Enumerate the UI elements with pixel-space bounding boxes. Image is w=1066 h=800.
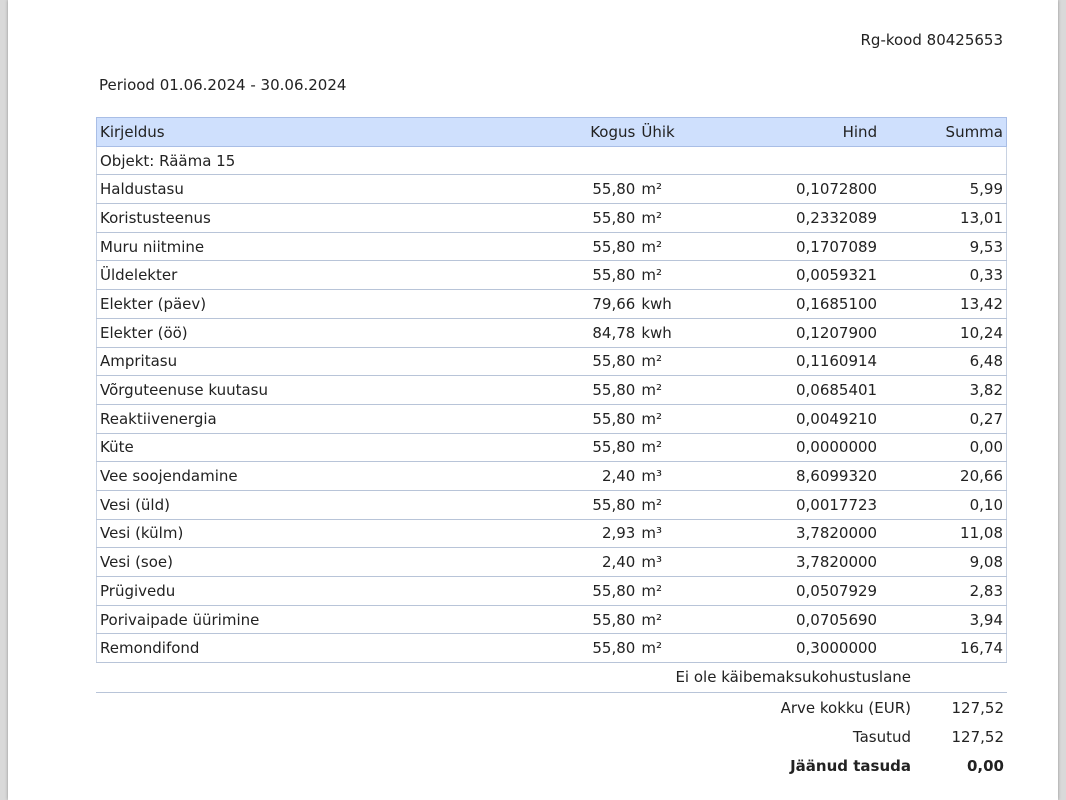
row-quantity: 55,80	[463, 204, 639, 233]
row-unit: m²	[638, 347, 714, 376]
row-description: Ampritasu	[97, 347, 463, 376]
table-row	[97, 519, 1007, 548]
table-row	[97, 232, 1007, 261]
row-description: Elekter (päev)	[97, 290, 463, 319]
row-description: Vesi (üld)	[97, 490, 463, 519]
row-unit: kwh	[638, 290, 714, 319]
row-unit: m²	[638, 433, 714, 462]
row-quantity: 55,80	[463, 490, 639, 519]
row-quantity: 55,80	[463, 433, 639, 462]
row-quantity: 55,80	[463, 347, 639, 376]
table-row	[97, 634, 1007, 663]
row-sum: 11,08	[880, 519, 1006, 548]
row-description: Elekter (öö)	[97, 318, 463, 347]
vat-note: Ei ole käibemaksukohustuslane	[675, 668, 911, 686]
table-row	[97, 175, 1007, 204]
row-quantity: 55,80	[463, 261, 639, 290]
row-sum: 0,33	[880, 261, 1006, 290]
row-description: Üldelekter	[97, 261, 463, 290]
row-sum: 10,24	[880, 318, 1006, 347]
row-description: Vee soojendamine	[97, 462, 463, 491]
column-header-unit: Ühik	[638, 118, 714, 147]
row-unit: m²	[638, 376, 714, 405]
row-description: Porivaipade üürimine	[97, 605, 463, 634]
paid-label: Tasutud	[852, 728, 911, 746]
paid-value: 127,52	[951, 728, 1004, 746]
row-price: 0,0685401	[714, 376, 880, 405]
table-row	[97, 404, 1007, 433]
row-sum: 16,74	[880, 634, 1006, 663]
row-quantity: 55,80	[463, 232, 639, 261]
row-price: 0,1072800	[714, 175, 880, 204]
row-description: Remondifond	[97, 634, 463, 663]
row-description: Küte	[97, 433, 463, 462]
remaining-label: Jäänud tasuda	[790, 757, 911, 775]
row-quantity: 2,40	[463, 548, 639, 577]
row-sum: 0,27	[880, 404, 1006, 433]
row-sum: 3,82	[880, 376, 1006, 405]
row-quantity: 79,66	[463, 290, 639, 319]
row-sum: 9,53	[880, 232, 1006, 261]
row-quantity: 55,80	[463, 175, 639, 204]
row-description: Koristusteenus	[97, 204, 463, 233]
row-sum: 20,66	[880, 462, 1006, 491]
row-unit: m²	[638, 261, 714, 290]
row-sum: 9,08	[880, 548, 1006, 577]
invoice-page	[8, 0, 1058, 800]
table-row	[97, 490, 1007, 519]
row-price: 0,2332089	[714, 204, 880, 233]
row-quantity: 55,80	[463, 605, 639, 634]
row-quantity: 55,80	[463, 577, 639, 606]
row-unit: m³	[638, 462, 714, 491]
remaining-row	[96, 751, 1007, 780]
row-unit: m²	[638, 605, 714, 634]
row-quantity: 84,78	[463, 318, 639, 347]
column-header-sum: Summa	[880, 118, 1006, 147]
row-description: Vesi (külm)	[97, 519, 463, 548]
row-unit: kwh	[638, 318, 714, 347]
column-header-description: Kirjeldus	[97, 118, 463, 147]
row-sum: 6,48	[880, 347, 1006, 376]
table-row	[97, 318, 1007, 347]
row-quantity: 55,80	[463, 376, 639, 405]
table-row	[97, 376, 1007, 405]
row-unit: m³	[638, 548, 714, 577]
invoice-table	[96, 117, 1007, 663]
row-price: 0,3000000	[714, 634, 880, 663]
row-price: 8,6099320	[714, 462, 880, 491]
table-row	[97, 261, 1007, 290]
invoice-total-row	[96, 693, 1007, 722]
table-row	[97, 204, 1007, 233]
table-row	[97, 290, 1007, 319]
table-row	[97, 577, 1007, 606]
row-price: 0,0049210	[714, 404, 880, 433]
row-price: 0,1685100	[714, 290, 880, 319]
row-price: 0,0000000	[714, 433, 880, 462]
table-row	[97, 462, 1007, 491]
row-unit: m²	[638, 490, 714, 519]
row-description: Vesi (soe)	[97, 548, 463, 577]
row-unit: m²	[638, 577, 714, 606]
row-description: Haldustasu	[97, 175, 463, 204]
remaining-value: 0,00	[966, 757, 1004, 775]
row-description: Võrguteenuse kuutasu	[97, 376, 463, 405]
table-row	[97, 433, 1007, 462]
row-price: 0,1160914	[714, 347, 880, 376]
row-description: Muru niitmine	[97, 232, 463, 261]
invoice-total-value: 127,52	[951, 699, 1004, 717]
row-unit: m²	[638, 232, 714, 261]
paid-row	[96, 722, 1007, 751]
row-quantity: 55,80	[463, 634, 639, 663]
row-unit: m³	[638, 519, 714, 548]
row-price: 0,1707089	[714, 232, 880, 261]
row-description: Prügivedu	[97, 577, 463, 606]
row-sum: 2,83	[880, 577, 1006, 606]
row-sum: 0,00	[880, 433, 1006, 462]
object-label: Objekt: Rääma 15	[97, 146, 1007, 175]
row-quantity: 55,80	[463, 404, 639, 433]
row-description: Reaktiivenergia	[97, 404, 463, 433]
row-sum: 13,01	[880, 204, 1006, 233]
row-quantity: 2,40	[463, 462, 639, 491]
row-unit: m²	[638, 175, 714, 204]
table-row	[97, 548, 1007, 577]
table-row	[97, 347, 1007, 376]
row-unit: m²	[638, 634, 714, 663]
row-price: 0,1207900	[714, 318, 880, 347]
vat-note-row	[96, 664, 1007, 693]
object-row	[97, 146, 1007, 175]
row-price: 3,7820000	[714, 519, 880, 548]
row-quantity: 2,93	[463, 519, 639, 548]
column-header-quantity: Kogus	[463, 118, 639, 147]
row-sum: 0,10	[880, 490, 1006, 519]
row-sum: 13,42	[880, 290, 1006, 319]
row-unit: m²	[638, 404, 714, 433]
row-price: 0,0059321	[714, 261, 880, 290]
totals-section	[96, 693, 1007, 780]
row-price: 3,7820000	[714, 548, 880, 577]
row-unit: m²	[638, 204, 714, 233]
table-row	[97, 605, 1007, 634]
registry-code: Rg-kood 80425653	[860, 31, 1003, 49]
table-header-row	[97, 118, 1007, 147]
billing-period: Periood 01.06.2024 - 30.06.2024	[99, 76, 347, 94]
row-price: 0,0017723	[714, 490, 880, 519]
column-header-price: Hind	[714, 118, 880, 147]
row-price: 0,0507929	[714, 577, 880, 606]
row-price: 0,0705690	[714, 605, 880, 634]
row-sum: 3,94	[880, 605, 1006, 634]
row-sum: 5,99	[880, 175, 1006, 204]
invoice-total-label: Arve kokku (EUR)	[780, 699, 911, 717]
